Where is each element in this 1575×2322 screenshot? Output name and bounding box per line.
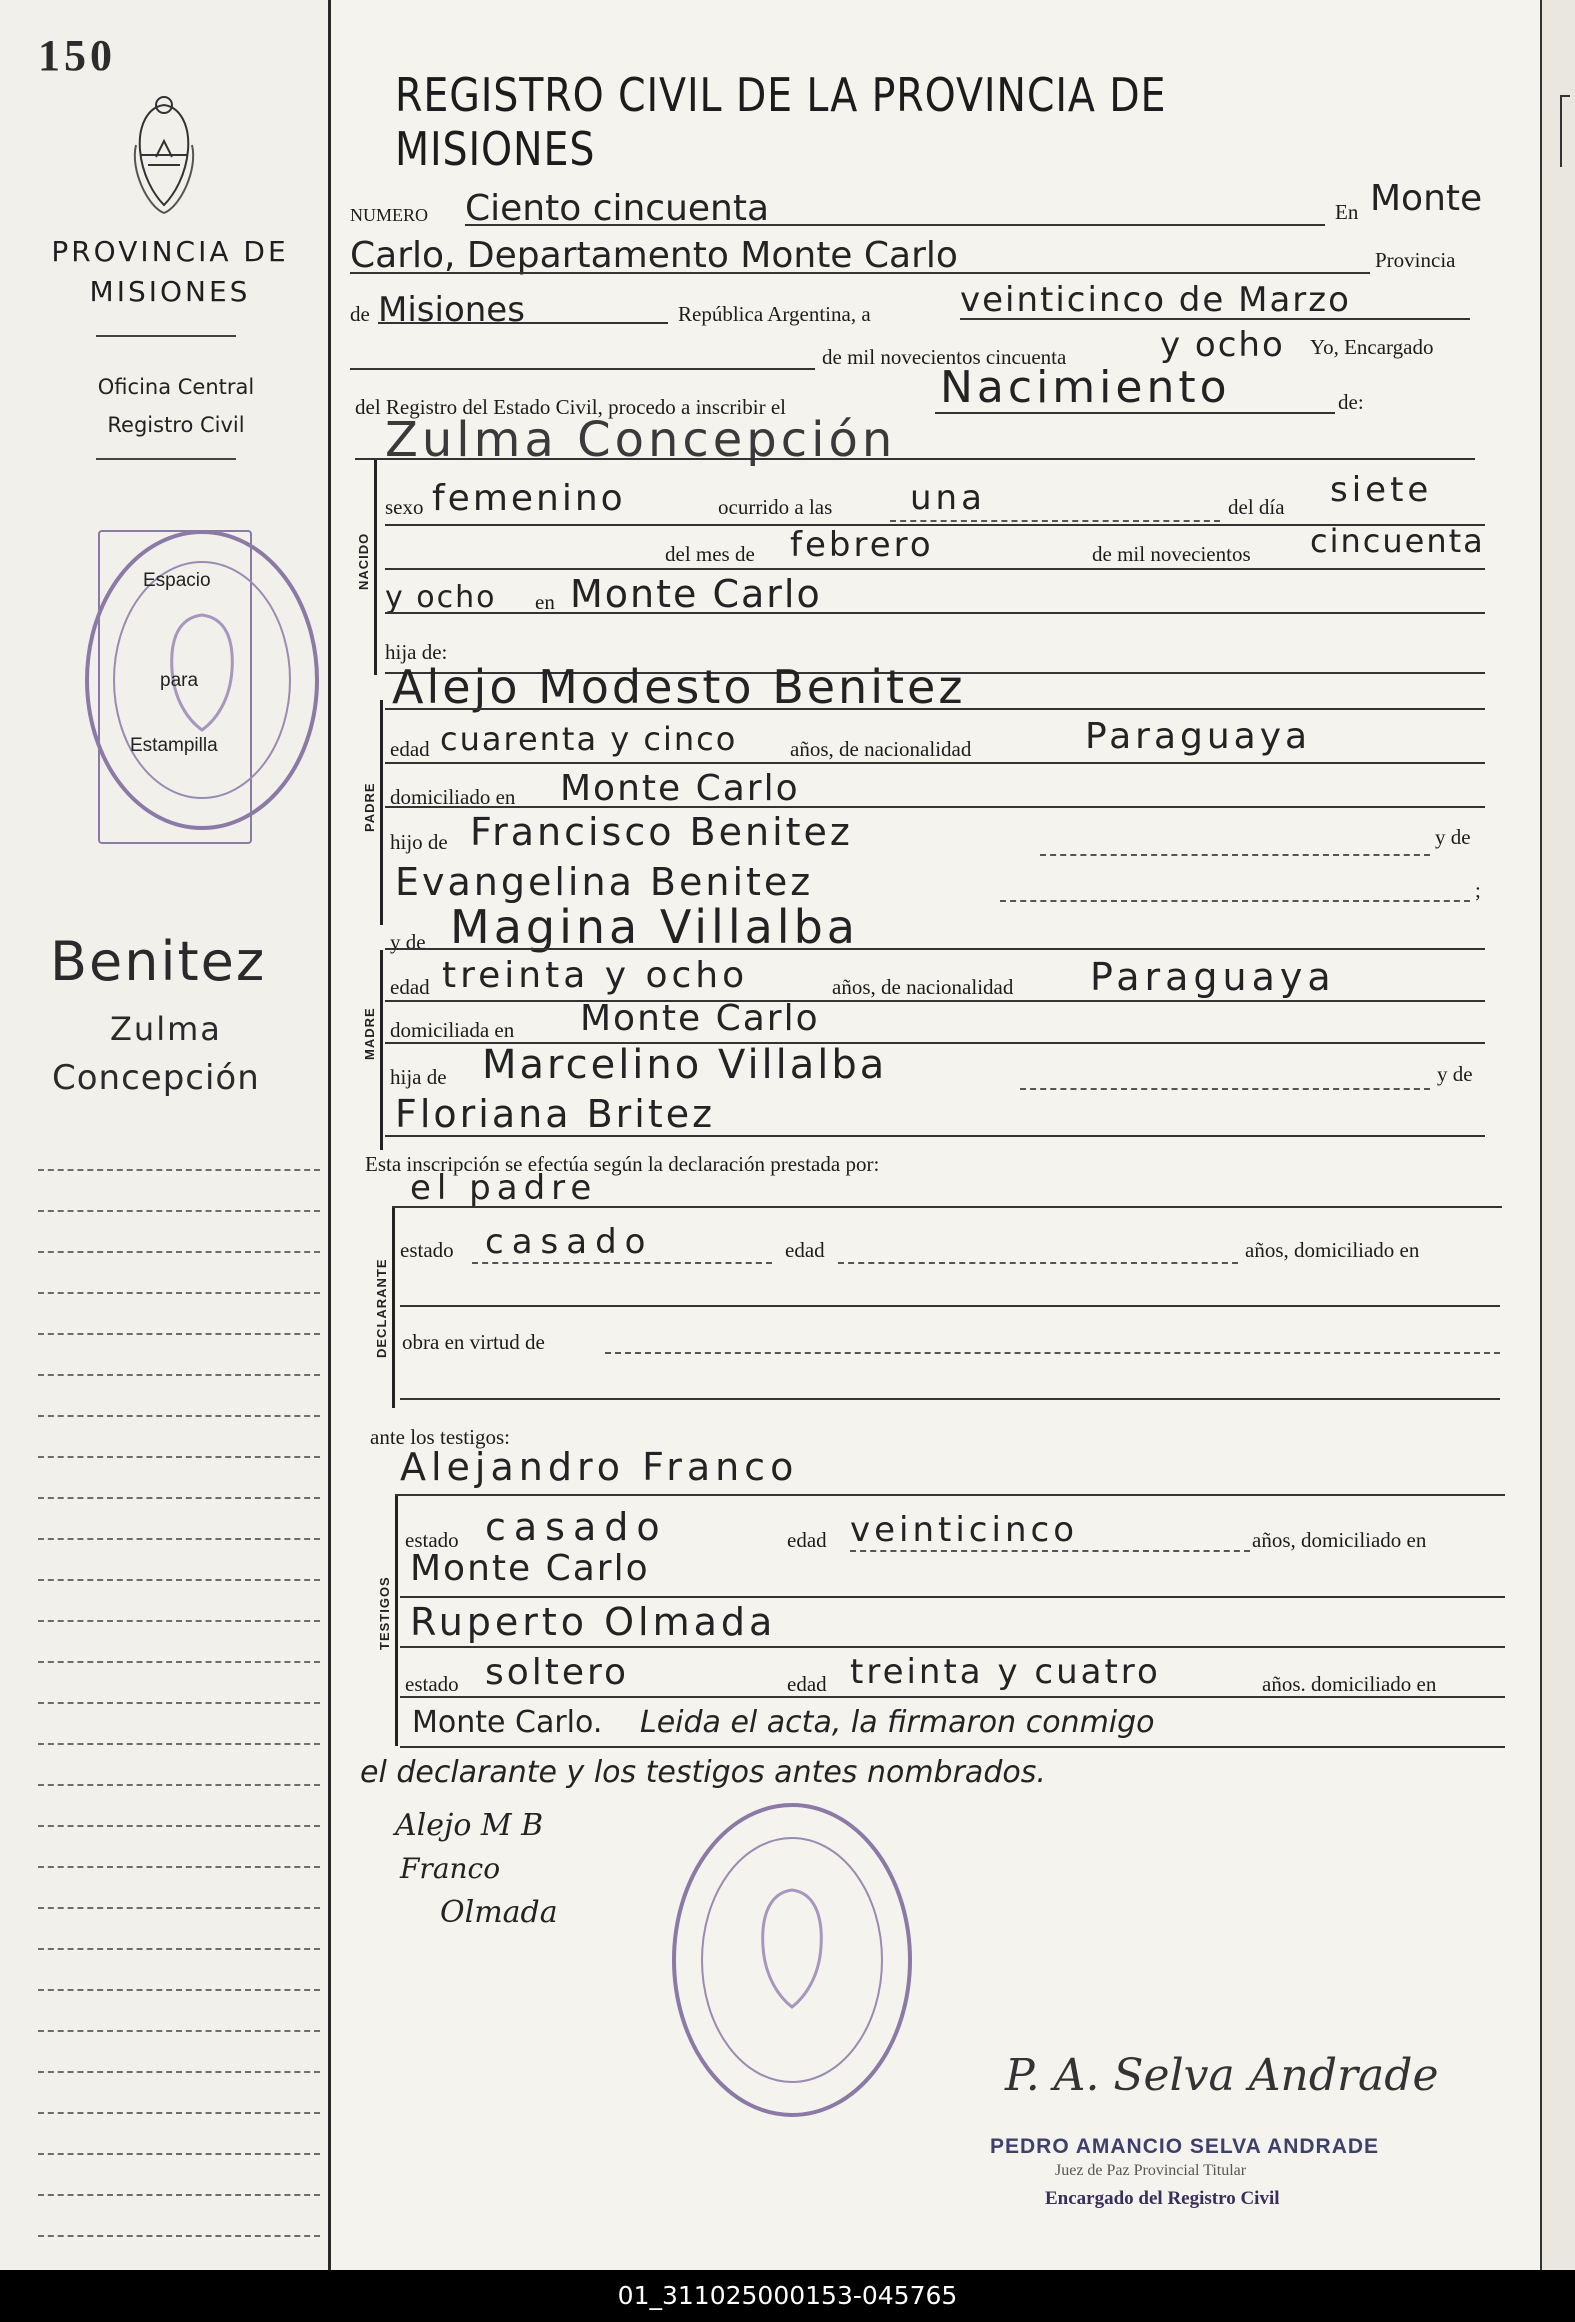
- province-value: Misiones: [378, 290, 525, 330]
- file-id-footer: 01_311025000153-045765: [0, 2270, 1575, 2322]
- label-inscripcion: Esta inscripción se efectúa según la declaración prestada por:: [365, 1152, 880, 1176]
- mother-nationality-value: Paraguaya: [1090, 955, 1336, 999]
- label-del-mes: del mes de: [665, 542, 755, 566]
- margin-first-name: Zulma: [110, 1010, 222, 1048]
- label-hijo-de-padre: hijo de: [390, 830, 448, 854]
- label-ocurrido: ocurrido a las: [718, 495, 833, 519]
- rule: [472, 1262, 772, 1264]
- semicolon: ;: [1475, 878, 1481, 902]
- officer-name: PEDRO AMANCIO SELVA ANDRADE: [990, 2135, 1380, 2158]
- rule: [838, 1262, 1238, 1264]
- rule: [385, 948, 1485, 950]
- label-anos-domiciliado-testigo1: años, domiciliado en: [1252, 1528, 1427, 1552]
- coat-of-arms-icon: [128, 95, 200, 220]
- rule: [385, 612, 1485, 614]
- date-value: veinticinco de Marzo: [960, 280, 1351, 320]
- label-y-de-padre: y de: [1435, 825, 1471, 849]
- father-nationality-value: Paraguaya: [1085, 716, 1312, 757]
- rule: [400, 1746, 1505, 1748]
- rule: [350, 368, 815, 370]
- label-numero: NUMERO: [350, 205, 429, 225]
- label-yo-encargado: Yo, Encargado: [1310, 335, 1434, 359]
- rule: [350, 272, 1370, 274]
- rule: [385, 708, 1485, 710]
- label-del-registro: del Registro del Estado Civil, procedo a inscribir el: [355, 395, 786, 419]
- section-bar-padre: [380, 700, 383, 925]
- rule: [1000, 900, 1470, 902]
- office-name: [40, 368, 312, 444]
- hour-value: una: [910, 478, 986, 518]
- label-estado-declarante: estado: [400, 1238, 454, 1262]
- section-bar-testigos: [395, 1496, 398, 1746]
- rule: [400, 1305, 1500, 1307]
- label-ante-testigos: ante los testigos:: [370, 1425, 510, 1449]
- rule: [385, 762, 1485, 764]
- divider: [96, 335, 236, 337]
- label-estado-testigo1: estado: [405, 1528, 459, 1552]
- label-del-dia: del día: [1228, 495, 1285, 519]
- rule: [1040, 854, 1430, 856]
- page-number: 150: [38, 31, 116, 80]
- rule: [385, 1000, 1485, 1002]
- rule: [385, 1135, 1485, 1137]
- paternal-grandfather-value: Francisco Benitez: [470, 810, 853, 854]
- rule: [395, 1494, 1505, 1496]
- label-estado-testigo2: estado: [405, 1672, 459, 1696]
- place-value-1: Monte: [1370, 178, 1483, 219]
- section-label-nacido: NACIDO: [356, 532, 371, 590]
- province-title: PROVINCIA DE MISIONES: [51, 235, 289, 308]
- rule: [890, 520, 1220, 522]
- year-value: y ocho: [1160, 325, 1285, 365]
- closing-line-1: Leida el acta, la firmaron conmigo: [640, 1705, 1155, 1740]
- witness1-address-value: Monte Carlo: [410, 1548, 650, 1589]
- label-domiciliada-madre: domiciliada en: [390, 1018, 515, 1042]
- rule: [850, 1550, 1250, 1552]
- label-anos-domiciliado-testigo2: años. domiciliado en: [1262, 1672, 1437, 1696]
- margin-surname: Benitez: [50, 930, 267, 993]
- label-sexo: sexo: [385, 495, 424, 519]
- label-anos-domiciliado-declarante: años, domiciliado en: [1245, 1238, 1420, 1262]
- rule: [385, 806, 1485, 808]
- label-de: de: [350, 302, 370, 326]
- label-hija-de: hija de:: [385, 640, 448, 664]
- section-bar-declarante: [392, 1208, 395, 1408]
- rule: [385, 568, 1485, 570]
- witness1-status-value: casado: [485, 1505, 668, 1549]
- maternal-grandfather-value: Marcelino Villalba: [482, 1042, 888, 1088]
- rule: [1020, 1088, 1430, 1090]
- father-address-value: Monte Carlo: [560, 768, 800, 809]
- section-bar-nacido: [374, 460, 377, 675]
- label-y-de-madre-2: y de: [1437, 1062, 1473, 1086]
- stamp-label-para: para: [160, 670, 199, 691]
- office-line-2: Registro Civil: [107, 413, 245, 437]
- margin-second-name: Concepción: [52, 1058, 260, 1098]
- officer-signature: P. A. Selva Andrade: [1005, 2050, 1439, 2101]
- label-en-lugar: en: [535, 590, 555, 614]
- rule: [355, 458, 1475, 460]
- section-label-testigos: TESTIGOS: [377, 1576, 392, 1650]
- witness1-age-value: veinticinco: [850, 1510, 1078, 1550]
- label-de-mil-nov: de mil novecientos: [1092, 542, 1251, 566]
- closing-line-2: el declarante y los testigos antes nombrados.: [360, 1755, 1046, 1790]
- stamp-label-estampilla: Estampilla: [130, 735, 218, 756]
- label-y-de-madre: y de: [390, 930, 426, 954]
- witness1-name-value: Alejandro Franco: [400, 1445, 799, 1489]
- rule: [400, 1696, 1505, 1698]
- father-age-value: cuarenta y cinco: [440, 720, 738, 758]
- page-edge: [1540, 0, 1575, 2270]
- day-value: siete: [1330, 470, 1433, 510]
- numero-value: Ciento cincuenta: [465, 188, 770, 229]
- rule: [378, 322, 668, 324]
- divider: [96, 458, 236, 460]
- birth-year-value-1: cincuenta: [1310, 522, 1485, 560]
- label-edad-declarante: edad: [785, 1238, 825, 1262]
- signature-witness-1: Franco: [400, 1852, 501, 1885]
- label-de-colon: de:: [1338, 390, 1364, 414]
- place-value-2: Carlo, Departamento Monte Carlo: [350, 235, 958, 276]
- rule: [935, 412, 1335, 414]
- label-hija-de-madre: hija de: [390, 1065, 447, 1089]
- label-edad-madre: edad: [390, 975, 430, 999]
- label-anos-nacionalidad-padre: años, de nacionalidad: [790, 737, 972, 761]
- section-bar-madre: [380, 950, 383, 1150]
- officer-role: Encargado del Registro Civil: [1045, 2188, 1280, 2209]
- maternal-grandmother-value: Floriana Britez: [395, 1092, 716, 1136]
- rule: [605, 1352, 1500, 1354]
- sex-value: femenino: [432, 478, 626, 519]
- month-value: febrero: [790, 525, 934, 565]
- signature-witness-2: Olmada: [440, 1895, 558, 1930]
- page-edge-fold: [1560, 95, 1570, 167]
- label-obra: obra en virtud de: [402, 1330, 545, 1354]
- rule: [400, 1398, 1500, 1400]
- signature-father: Alejo M B: [395, 1808, 544, 1843]
- rule: [960, 318, 1470, 320]
- rule: [400, 1646, 1505, 1648]
- witness2-age-value: treinta y cuatro: [850, 1652, 1161, 1692]
- witness2-address-value: Monte Carlo.: [412, 1705, 603, 1740]
- rule: [400, 1596, 1505, 1598]
- registry-seal-stamp-bottom: [665, 1795, 920, 2125]
- declarant-status-value: casado: [485, 1222, 654, 1262]
- sidebar-margin: [0, 0, 331, 2270]
- label-en: En: [1335, 200, 1359, 224]
- mother-age-value: treinta y ocho: [442, 955, 749, 996]
- margin-ruled-lines: [38, 1130, 320, 2260]
- rule: [392, 1206, 1502, 1208]
- label-edad-testigo1: edad: [787, 1528, 827, 1552]
- paternal-grandmother-value: Evangelina Benitez: [395, 860, 814, 904]
- registry-seal-stamp: [78, 520, 326, 840]
- witness2-status-value: soltero: [485, 1652, 630, 1693]
- section-label-padre: PADRE: [362, 782, 377, 832]
- label-edad-padre: edad: [390, 737, 430, 761]
- birth-year-value-2: y ocho: [385, 580, 497, 615]
- birth-place-value: Monte Carlo: [570, 572, 822, 616]
- mother-name-value: Magina Villalba: [450, 900, 859, 954]
- rule: [465, 224, 1325, 226]
- label-republica: República Argentina, a: [678, 302, 871, 326]
- document-title: REGISTRO CIVIL DE LA PROVINCIA DE MISIONES: [395, 68, 1167, 176]
- mother-address-value: Monte Carlo: [580, 998, 820, 1039]
- office-line-1: Oficina Central: [97, 375, 255, 399]
- section-label-declarante: DECLARANTE: [374, 1258, 389, 1358]
- officer-title: Juez de Paz Provincial Titular: [1055, 2162, 1247, 2179]
- label-edad-testigo2: edad: [787, 1672, 827, 1696]
- label-domiciliado-padre: domiciliado en: [390, 785, 516, 809]
- section-label-madre: MADRE: [362, 1007, 377, 1060]
- declarant-value: el padre: [410, 1168, 598, 1208]
- father-name-value: Alejo Modesto Benitez: [392, 660, 966, 714]
- stamp-label-espacio: Espacio: [143, 570, 211, 591]
- witness2-name-value: Ruperto Olmada: [410, 1600, 777, 1644]
- label-provincia: Provincia: [1375, 248, 1456, 272]
- label-de-mil: de mil novecientos cincuenta: [822, 345, 1067, 369]
- child-name-value: Zulma Concepción: [385, 412, 897, 468]
- label-anos-nacionalidad-madre: años, de nacionalidad: [832, 975, 1014, 999]
- act-type-value: Nacimiento: [940, 362, 1231, 413]
